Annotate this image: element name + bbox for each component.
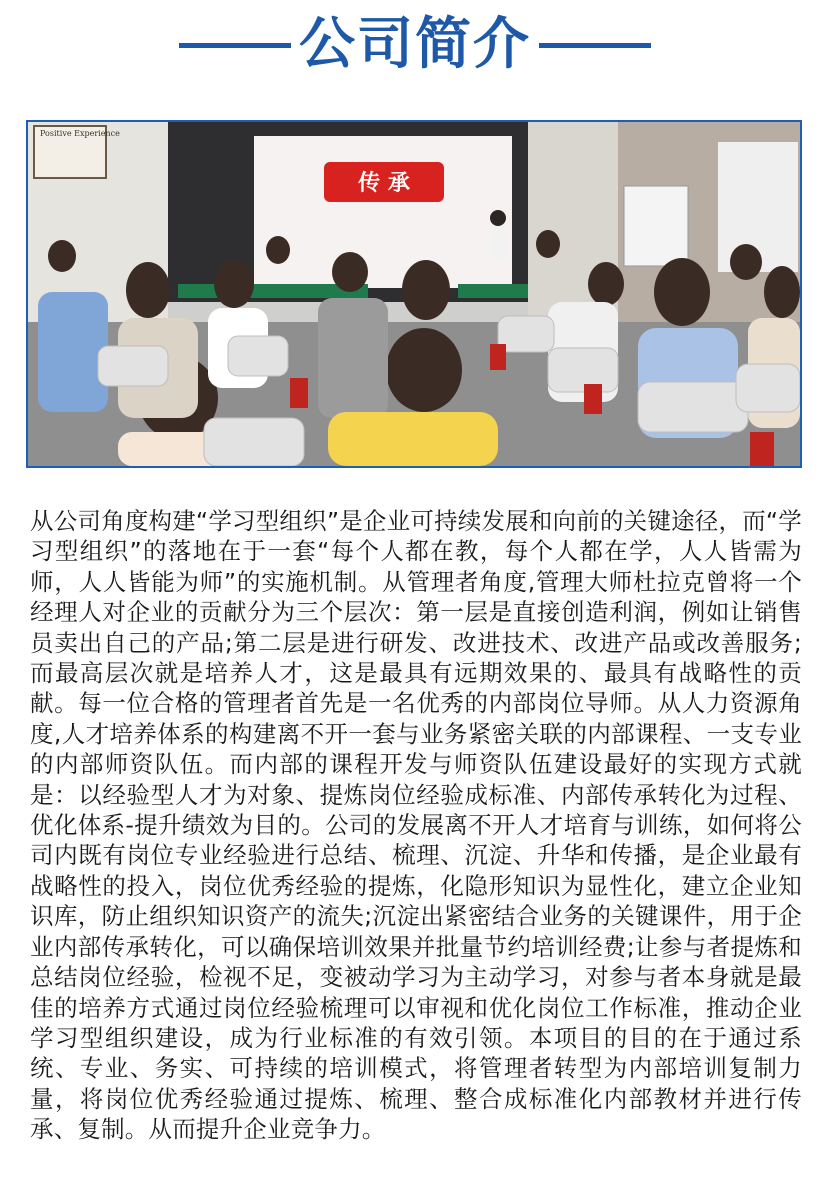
page-title: 公司简介 (299, 12, 531, 77)
right-divider-line (539, 43, 651, 48)
page-header (0, 0, 830, 90)
screen-title-text: 传 承 (358, 171, 410, 196)
company-intro-paragraph: 从公司角度构建“学习型组织”是企业可持续发展和向前的关键途径，而“学习型组织”的落地在于一套“每个人都在教，每个人都在学，人人皆需为师，人人皆能为师”的实施机制。从管理者角度,管理大师杜拉克曾将一个经理人对企业的贡献分为三个层次：第一层是直接创造利润，例如让销售员卖出自己的产品;第二层是进行研发、改进技术、改进产品或改善服务;而最高层次就是培养人才，这是最具有远期效果的、最具有战略性的贡献。每一位合格的管理者首先是一名优秀的内部岗位导师。从人力资源角度,人才培养体系的构建离不开一套与业务紧密关联的内部课程、一支专业的内部师资队伍。而内部的课程开发与师资队伍建设最好的实现方式就是：以经验型人才为对象、提炼岗位经验成标准、内部传承转化为过程、优化体系-提升绩效为目的。公司的发展离不开人才培育与训练，如何将公司内既有岗位专业经验进行总结、梳理、沉淀、升华和传播，是企业最有战略性的投入，岗位优秀经验的提炼，化隐形知识为显性化，建立企业知识库，防止组织知识资产的流失;沉淀出紧密结合业务的关键课件，用于企业内部传承转化，可以确保培训效果并批量节约培训经费;让参与者提炼和总结岗位经验，检视不足，变被动学习为主动学习，对参与者本身就是最佳的培养方式通过岗位经验梳理可以审视和优化岗位工作标准，推动企业学习型组织建设，成为行业标准的有效引领。本项目的目的在于通过系统、专业、务实、可持续的培训模式，将管理者转型为内部培训复制力量，将岗位优秀经验通过提炼、梳理、整合成标准化内部教材并进行传承、复制。从而提升企业竞争力。 (30, 507, 802, 1144)
wall-logo-text: Positive Experience (40, 129, 120, 138)
training-session-photo (26, 120, 802, 468)
left-divider-line (179, 43, 291, 48)
